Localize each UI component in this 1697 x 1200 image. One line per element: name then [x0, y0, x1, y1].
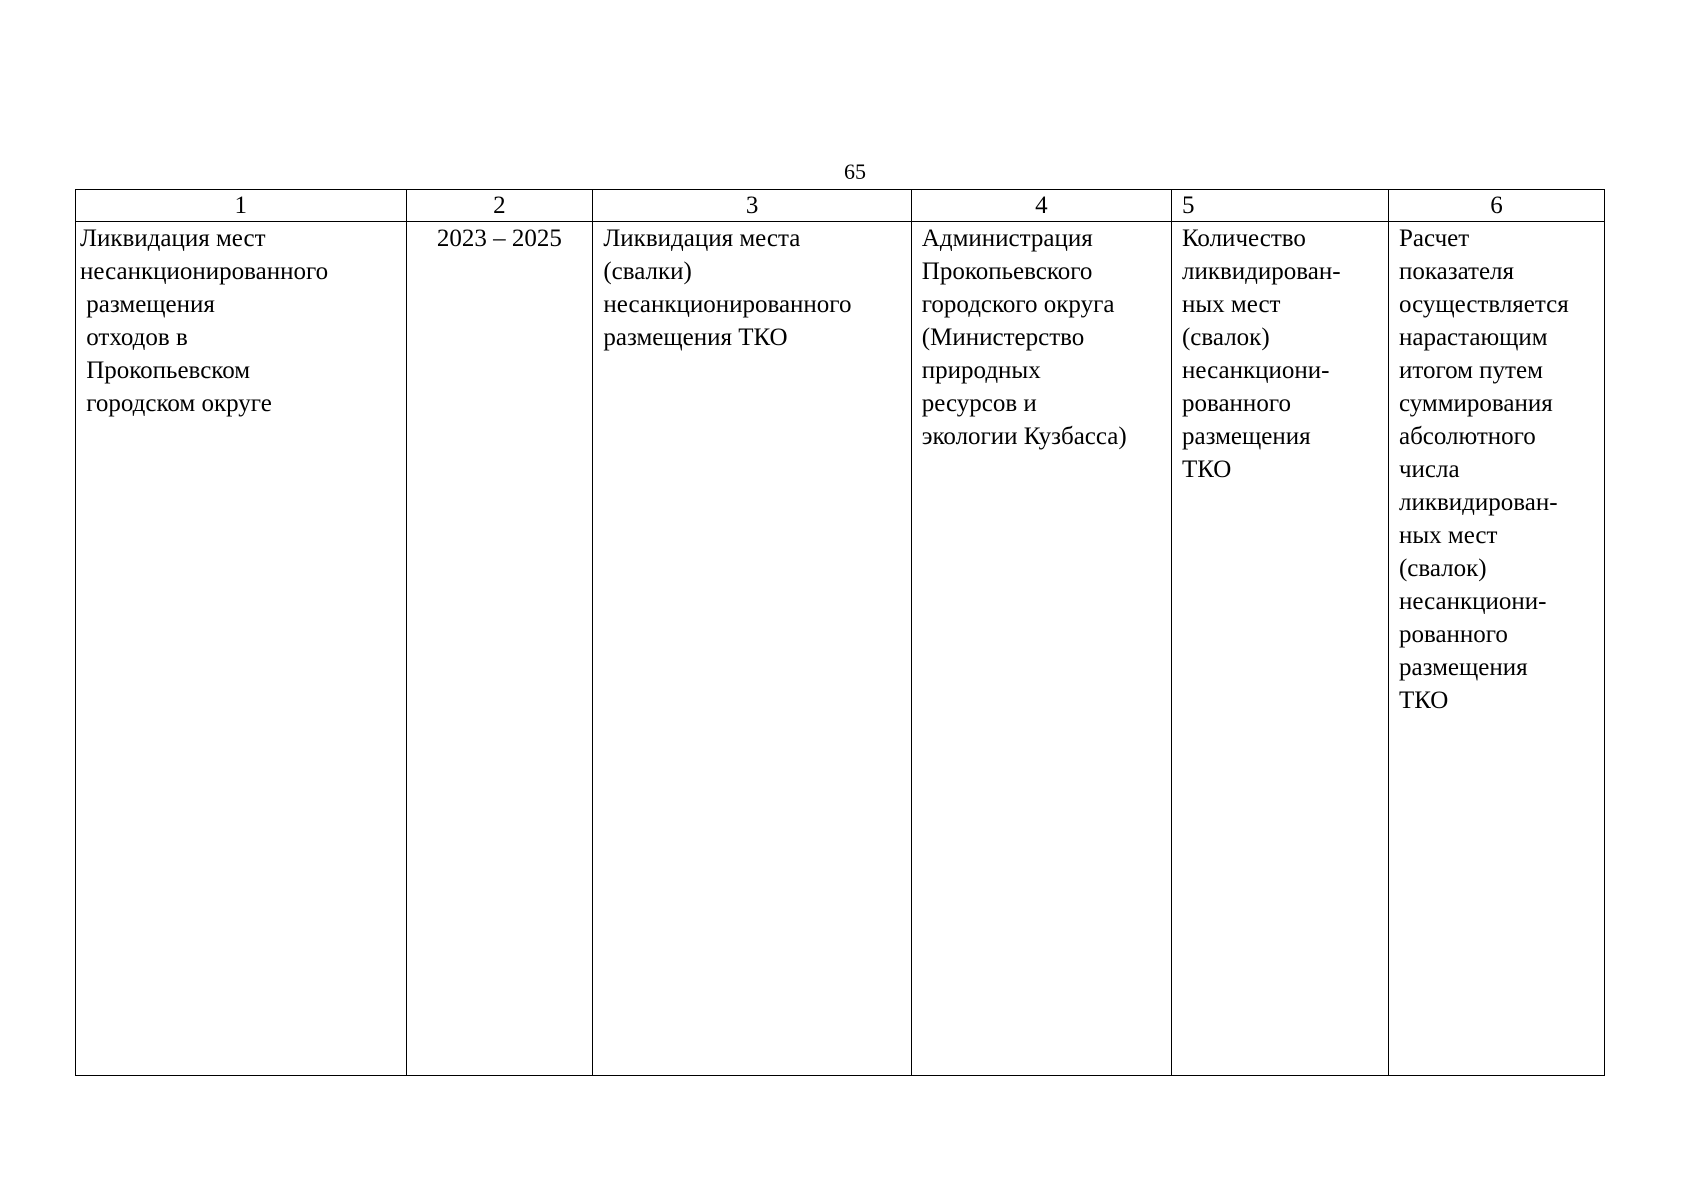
indicator-text: Количество ликвидирован- ных мест (свалок) несанкциони- рованного размещения ТКО — [1181, 225, 1341, 483]
measure-text: Ликвидация мест несанкционированного размещения отходов в Прокопьевском городском округе — [80, 225, 329, 417]
column-header-1: 1 — [76, 190, 407, 222]
table-cell-result — [593, 222, 911, 1076]
table-cell-period — [406, 222, 593, 1076]
page-number: 65 — [844, 159, 866, 184]
table-cell-method — [1388, 222, 1604, 1076]
column-header-6: 6 — [1388, 190, 1604, 222]
table-cell-responsible — [911, 222, 1171, 1076]
table-row — [76, 222, 1605, 1076]
method-text: Расчет показателя осуществляется нарастающим итогом путем суммирования абсолютного числа ликвидирован- ных мест (свалок) несанкциони- рованного размещения ТКО — [1398, 225, 1569, 714]
indicator-table — [75, 189, 1605, 1076]
column-header-5: 5 — [1171, 190, 1388, 222]
table-cell-indicator — [1171, 222, 1388, 1076]
result-text: Ликвидация места (свалки) несанкционированного размещения ТКО — [603, 225, 852, 351]
column-header-2: 2 — [406, 190, 593, 222]
responsible-text: Администрация Прокопьевского городского округа (Министерство природных ресурсов и экологии Кузбасса) — [921, 225, 1127, 450]
period-text: 2023 – 2025 — [436, 225, 562, 252]
table-header-row — [76, 190, 1605, 222]
column-header-3: 3 — [593, 190, 911, 222]
table-cell-measure — [76, 222, 407, 1076]
column-header-4: 4 — [911, 190, 1171, 222]
